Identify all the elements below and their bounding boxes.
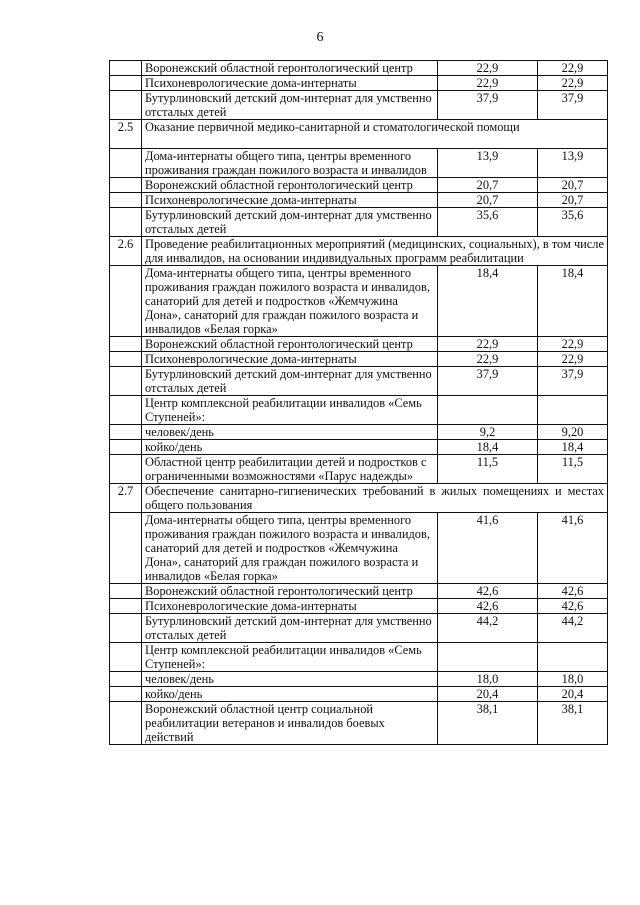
section-row (110, 237, 608, 266)
value-plan: 20,7 (438, 178, 538, 193)
row-number (110, 614, 142, 643)
section-row (110, 120, 608, 149)
value-fact: 42,6 (538, 599, 608, 614)
value-fact: 11,5 (538, 455, 608, 484)
table-row (110, 396, 608, 425)
value-plan: 42,6 (438, 599, 538, 614)
value-fact: 18,4 (538, 440, 608, 455)
page-number: 6 (316, 30, 324, 45)
row-label: Центр комплексной реабилитации инвалидов «Семь Ступеней»: (142, 643, 438, 672)
value-fact: 20,7 (538, 193, 608, 208)
row-label: Бутурлиновский детский дом-интернат для умственно отсталых детей (142, 614, 438, 643)
row-label: Воронежский областной геронтологический центр (142, 178, 438, 193)
row-number (110, 584, 142, 599)
row-label: Психоневрологические дома-интернаты (142, 352, 438, 367)
table-row (110, 687, 608, 702)
table-row (110, 178, 608, 193)
table-row (110, 643, 608, 672)
table-row (110, 266, 608, 337)
value-fact (538, 643, 608, 672)
value-plan: 20,7 (438, 193, 538, 208)
value-plan: 20,4 (438, 687, 538, 702)
value-plan: 37,9 (438, 91, 538, 120)
row-number (110, 178, 142, 193)
value-fact: 44,2 (538, 614, 608, 643)
table-row (110, 91, 608, 120)
row-number (110, 440, 142, 455)
row-number (110, 455, 142, 484)
row-number: 2.7 (110, 484, 142, 513)
row-number (110, 599, 142, 614)
value-plan: 22,9 (438, 61, 538, 76)
value-fact: 22,9 (538, 352, 608, 367)
table-row (110, 76, 608, 91)
value-plan: 44,2 (438, 614, 538, 643)
row-number (110, 149, 142, 178)
row-label: Психоневрологические дома-интернаты (142, 76, 438, 91)
value-fact: 37,9 (538, 367, 608, 396)
row-number (110, 367, 142, 396)
value-plan: 37,9 (438, 367, 538, 396)
row-label: Дома-интернаты общего типа, центры временного проживания граждан пожилого возраста и инвалидов, санаторий для детей и подростков «Жемчужина Дона», санаторий для граждан пожилого возраста и инвалидов «Белая горка» (142, 266, 438, 337)
row-label: Воронежский областной геронтологический центр (142, 337, 438, 352)
table-row (110, 208, 608, 237)
table-row (110, 455, 608, 484)
value-fact: 37,9 (538, 91, 608, 120)
value-fact (538, 396, 608, 425)
row-label: койко/день (142, 687, 438, 702)
table-row (110, 367, 608, 396)
value-plan: 35,6 (438, 208, 538, 237)
table-row (110, 702, 608, 745)
value-fact: 20,7 (538, 178, 608, 193)
value-plan: 18,0 (438, 672, 538, 687)
row-label: койко/день (142, 440, 438, 455)
value-fact: 9,20 (538, 425, 608, 440)
row-number (110, 425, 142, 440)
table-row (110, 614, 608, 643)
row-label: Воронежский областной геронтологический центр (142, 61, 438, 76)
row-label: Психоневрологические дома-интернаты (142, 599, 438, 614)
value-fact: 42,6 (538, 584, 608, 599)
row-number (110, 672, 142, 687)
value-plan: 18,4 (438, 440, 538, 455)
section-row (110, 484, 608, 513)
row-label: Бутурлиновский детский дом-интернат для умственно отсталых детей (142, 367, 438, 396)
value-plan: 42,6 (438, 584, 538, 599)
table-row (110, 672, 608, 687)
value-fact: 18,4 (538, 266, 608, 337)
section-title: Обеспечение санитарно-гигиенических требований в жилых помещениях и местах общего пользования (142, 484, 608, 513)
row-number (110, 643, 142, 672)
row-number (110, 208, 142, 237)
value-plan: 11,5 (438, 455, 538, 484)
value-plan: 22,9 (438, 76, 538, 91)
table-row (110, 149, 608, 178)
row-number (110, 266, 142, 337)
value-fact: 22,9 (538, 61, 608, 76)
value-fact: 18,0 (538, 672, 608, 687)
value-fact: 13,9 (538, 149, 608, 178)
value-fact: 38,1 (538, 702, 608, 745)
value-plan: 13,9 (438, 149, 538, 178)
value-plan (438, 396, 538, 425)
row-number (110, 687, 142, 702)
table-row (110, 337, 608, 352)
section-title: Проведение реабилитационных мероприятий (медицинских, социальных), в том числе для инвалидов, на основании индивидуальных программ реабилитации (142, 237, 608, 266)
row-label: Воронежский областной центр социальной реабилитации ветеранов и инвалидов боевых действий (142, 702, 438, 745)
row-label: Бутурлиновский детский дом-интернат для умственно отсталых детей (142, 91, 438, 120)
value-plan: 41,6 (438, 513, 538, 584)
value-plan: 22,9 (438, 337, 538, 352)
table-row (110, 513, 608, 584)
row-number: 2.5 (110, 120, 142, 149)
row-number: 2.6 (110, 237, 142, 266)
value-plan (438, 643, 538, 672)
row-number (110, 76, 142, 91)
row-number (110, 193, 142, 208)
value-plan: 18,4 (438, 266, 538, 337)
row-label: Психоневрологические дома-интернаты (142, 193, 438, 208)
row-label: Бутурлиновский детский дом-интернат для умственно отсталых детей (142, 208, 438, 237)
row-label: человек/день (142, 672, 438, 687)
row-number (110, 91, 142, 120)
row-number (110, 702, 142, 745)
row-number (110, 61, 142, 76)
table-row (110, 599, 608, 614)
value-plan: 9,2 (438, 425, 538, 440)
row-label: Дома-интернаты общего типа, центры временного проживания граждан пожилого возраста и инвалидов, санаторий для детей и подростков «Жемчужина Дона», санаторий для граждан пожилого возраста и инвалидов «Белая горка» (142, 513, 438, 584)
table-row (110, 61, 608, 76)
row-label: Дома-интернаты общего типа, центры временного проживания граждан пожилого возраста и инвалидов (142, 149, 438, 178)
row-number (110, 513, 142, 584)
table-body (110, 61, 608, 745)
table-row (110, 584, 608, 599)
data-table (109, 60, 608, 745)
value-fact: 35,6 (538, 208, 608, 237)
table-row (110, 193, 608, 208)
row-label: Центр комплексной реабилитации инвалидов «Семь Ступеней»: (142, 396, 438, 425)
table-row (110, 425, 608, 440)
row-label: Областной центр реабилитации детей и подростков с ограниченными возможностями «Парус надежды» (142, 455, 438, 484)
value-plan: 38,1 (438, 702, 538, 745)
value-fact: 20,4 (538, 687, 608, 702)
value-fact: 22,9 (538, 337, 608, 352)
value-fact: 41,6 (538, 513, 608, 584)
row-label: человек/день (142, 425, 438, 440)
value-plan: 22,9 (438, 352, 538, 367)
table-row (110, 352, 608, 367)
row-number (110, 337, 142, 352)
table-row (110, 440, 608, 455)
row-number (110, 352, 142, 367)
section-title: Оказание первичной медико-санитарной и стоматологической помощи (142, 120, 608, 149)
value-fact: 22,9 (538, 76, 608, 91)
row-number (110, 396, 142, 425)
row-label: Воронежский областной геронтологический центр (142, 584, 438, 599)
